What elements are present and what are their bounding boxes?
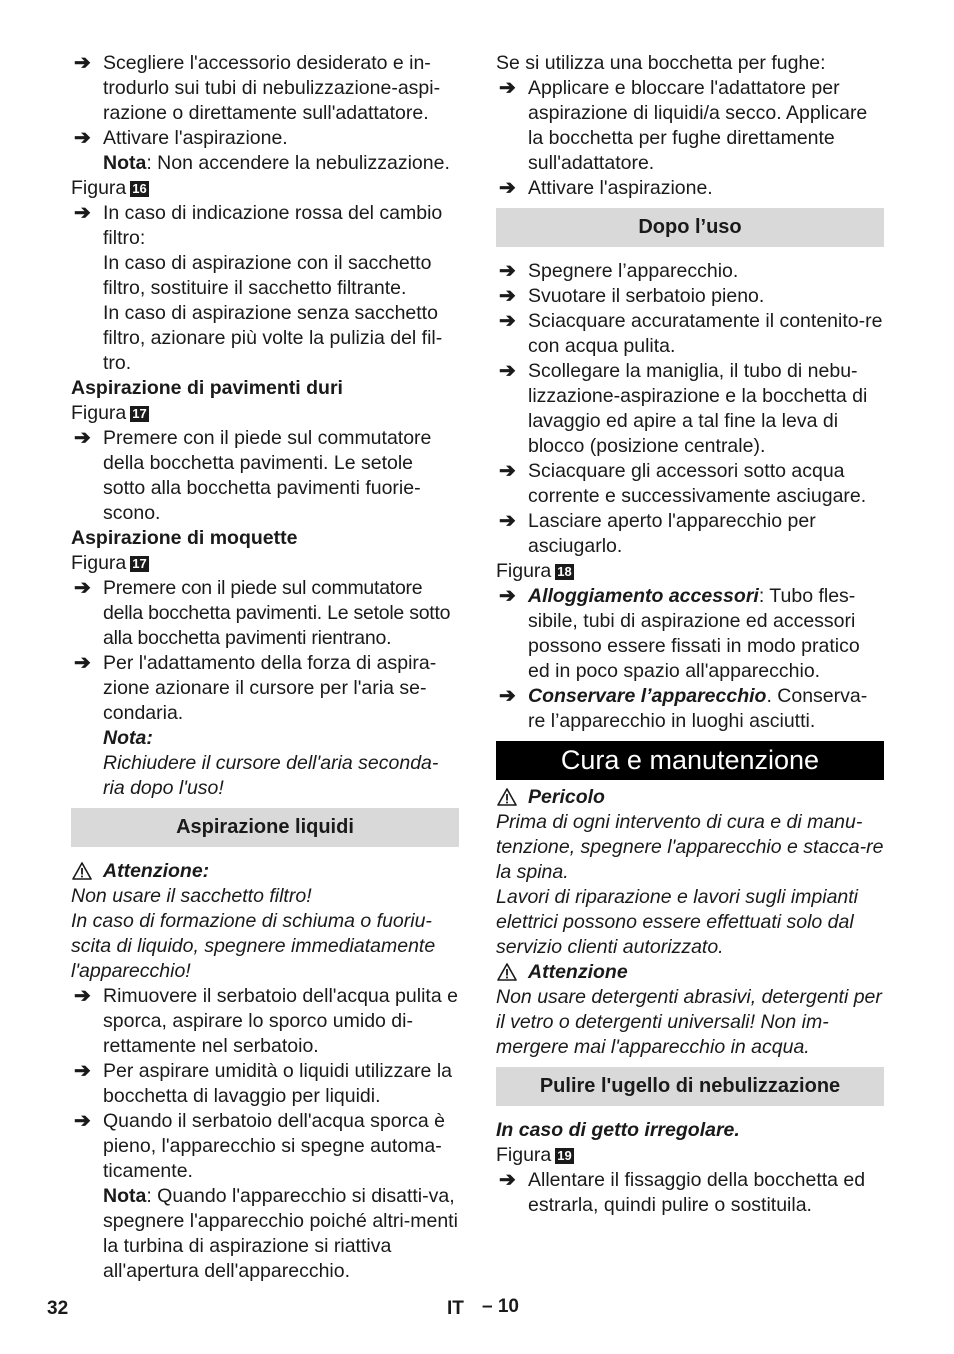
- chapter-title: Cura e manutenzione: [496, 741, 884, 780]
- left-column: [71, 51, 459, 1284]
- arrow-right-icon: ➔: [499, 460, 516, 482]
- right-column: [496, 51, 884, 1218]
- list-item: ➔ Alloggiamento accessori: Tubo fles-sibile, tubi di aspirazione ed accessori possono essere fissati in modo pratico ed in poco spazio all'apparecchio.: [499, 585, 860, 682]
- figure-number: 19: [557, 1148, 572, 1163]
- list-item: ➔ Sciacquare gli accessori sotto acqua corrente e successivamente asciugare.: [499, 460, 867, 507]
- page-number: 32: [47, 1298, 69, 1319]
- section-bar-pulire-ugello: Pulire l'ugello di nebulizzazione: [496, 1067, 884, 1106]
- figure-number: 17: [132, 406, 147, 421]
- list-item: ➔ Conservare l’apparecchio. Conserva-re l’apparecchio in luoghi asciutti.: [499, 685, 868, 732]
- warning-text: Non usare il sacchetto filtro!: [71, 885, 312, 907]
- note-text: Richiudere il cursore dell'aria seconda-ria dopo l'uso!: [103, 752, 439, 799]
- list-item: ➔ Spegnere l’apparecchio.: [499, 260, 739, 282]
- warning-heading: Attenzione:: [71, 859, 459, 884]
- figure-number: 17: [132, 556, 147, 571]
- danger-text: Prima di ogni intervento di cura e di manu-tenzione, spegnere l'apparecchio e stacca-re la spina.: [496, 811, 884, 883]
- arrow-right-icon: ➔: [74, 652, 91, 674]
- arrow-right-icon: ➔: [499, 1169, 516, 1191]
- list-item: ➔ Attivare l'aspirazione.: [74, 127, 288, 149]
- list-item: ➔ Per aspirare umidità o liquidi utilizzare la bocchetta di lavaggio per liquidi.: [74, 1060, 452, 1107]
- arrow-right-icon: ➔: [499, 177, 516, 199]
- warning-triangle-icon: [72, 862, 92, 880]
- arrow-right-icon: ➔: [74, 577, 91, 599]
- warning-text: Non usare detergenti abrasivi, detergenti per il vetro o detergenti universali! Non im-mergere mai l'apparecchio in acqua.: [496, 986, 882, 1058]
- list-item: ➔ Attivare l'aspirazione.: [499, 177, 713, 199]
- sub-page-number: – 10: [482, 1296, 519, 1317]
- list-item: ➔ In caso di indicazione rossa del cambio filtro: In caso di aspirazione con il sacchetto filtro, sostituire il sacchetto filtrante. In caso di aspirazione senza sacchetto filtro, azionare più volte la pulizia del fil-tro.: [74, 202, 443, 374]
- arrow-right-icon: ➔: [74, 985, 91, 1007]
- figure-ref: Figura 18: [496, 560, 572, 582]
- danger-heading: Pericolo: [496, 785, 884, 810]
- warning-triangle-icon: [497, 963, 517, 981]
- warning-text: In caso di formazione di schiuma o fuoriu-scita di liquido, spegnere immediatamente l'apparecchio!: [71, 910, 436, 982]
- figure-ref: Figura 17: [71, 552, 147, 574]
- section-heading: Aspirazione di pavimenti duri: [71, 377, 343, 399]
- arrow-right-icon: ➔: [499, 360, 516, 382]
- arrow-right-icon: ➔: [499, 260, 516, 282]
- list-item: ➔ Rimuovere il serbatoio dell'acqua pulita e sporca, aspirare lo sporco umido di-rettamente nel serbatoio.: [74, 985, 458, 1057]
- arrow-right-icon: ➔: [74, 127, 91, 149]
- arrow-right-icon: ➔: [499, 310, 516, 332]
- section-bar-aspirazione-liquidi: Aspirazione liquidi: [71, 808, 459, 847]
- list-item: ➔ Quando il serbatoio dell'acqua sporca è pieno, l'apparecchio si spegne automa-ticamente.: [74, 1110, 445, 1182]
- warning-triangle-icon: [497, 788, 517, 806]
- arrow-right-icon: ➔: [499, 510, 516, 532]
- section-bar-dopo-luso: Dopo l’uso: [496, 208, 884, 247]
- list-item: ➔ Scegliere l'accessorio desiderato e in-trodurlo sui tubi di nebulizzazione-aspi-razione o direttamente sull'adattatore.: [74, 52, 441, 124]
- arrow-right-icon: ➔: [499, 585, 516, 607]
- danger-text: Lavori di riparazione e lavori sugli impianti elettrici possono essere effettuati solo dal servizio clienti autorizzato.: [496, 886, 859, 958]
- arrow-right-icon: ➔: [74, 1110, 91, 1132]
- figure-number: 18: [557, 564, 572, 579]
- arrow-right-icon: ➔: [499, 285, 516, 307]
- list-item: ➔ Svuotare il serbatoio pieno.: [499, 285, 765, 307]
- arrow-right-icon: ➔: [74, 427, 91, 449]
- language-code: IT: [447, 1298, 464, 1319]
- list-item: ➔ Applicare e bloccare l'adattatore per aspirazione di liquidi/a secco. Applicare la bocchetta per fughe direttamente sull'adattatore.: [499, 77, 868, 174]
- arrow-right-icon: ➔: [499, 685, 516, 707]
- list-item: ➔ Scollegare la maniglia, il tubo di nebu-lizzazione-aspirazione e la bocchetta di lavaggio ed apire a tal fine la leva di blocco (posizione centrale).: [499, 360, 868, 457]
- arrow-right-icon: ➔: [74, 52, 91, 74]
- note-label: Nota:: [103, 727, 153, 749]
- subheading: In caso di getto irregolare.: [496, 1119, 740, 1141]
- arrow-right-icon: ➔: [74, 202, 91, 224]
- figure-ref: Figura 16: [71, 177, 147, 199]
- section-heading: Aspirazione di moquette: [71, 527, 298, 549]
- note: Nota: Non accendere la nebulizzazione.: [103, 152, 450, 174]
- paragraph: Se si utilizza una bocchetta per fughe:: [496, 52, 826, 74]
- list-item: ➔ Per l'adattamento della forza di aspira-zione azionare il cursore per l'aria se-condaria.: [74, 652, 437, 724]
- list-item: ➔ Sciacquare accuratamente il contenito-re con acqua pulita.: [499, 310, 883, 357]
- figure-number: 16: [132, 181, 147, 196]
- warning-heading: Attenzione: [496, 960, 884, 985]
- list-item: ➔ Allentare il fissaggio della bocchetta ed estrarla, quindi pulire o sostituila.: [499, 1169, 866, 1216]
- note: Nota: Quando l'apparecchio si disatti-va, spegnere l'apparecchio poiché altri-menti la turbina di aspirazione si riattiva all'apertura dell'apparecchio.: [103, 1185, 458, 1282]
- arrow-right-icon: ➔: [74, 1060, 91, 1082]
- figure-ref: Figura 17: [71, 402, 147, 424]
- list-item: ➔ Premere con il piede sul commutatore della bocchetta pavimenti. Le setole sotto alla bocchetta pavimenti fuorie-scono.: [74, 427, 432, 524]
- arrow-right-icon: ➔: [499, 77, 516, 99]
- list-item: ➔ Premere con il piede sul commutatore della bocchetta pavimenti. Le setole sotto alla bocchetta pavimenti rientrano.: [74, 577, 451, 649]
- list-item: ➔ Lasciare aperto l'apparecchio per asciugarlo.: [499, 510, 816, 557]
- figure-ref: Figura 19: [496, 1144, 572, 1166]
